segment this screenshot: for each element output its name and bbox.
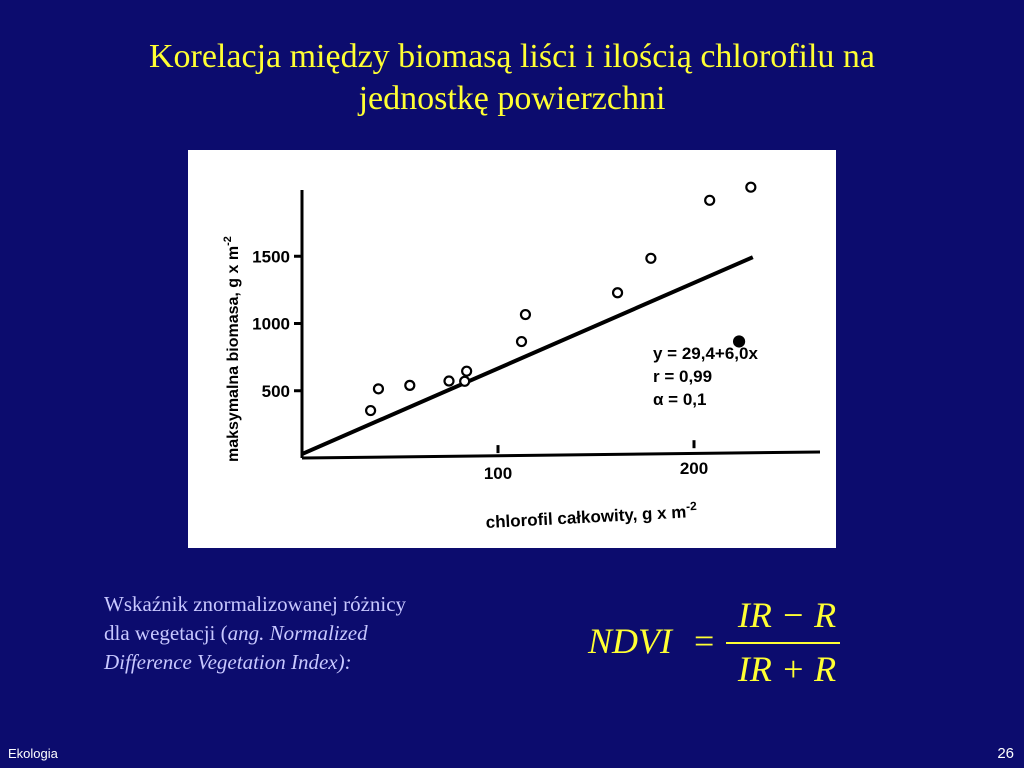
- ndvi-formula: [588, 592, 848, 692]
- x-tick-label-200: 200: [679, 459, 709, 479]
- formula-denominator: IR + R: [737, 649, 837, 689]
- data-point: [613, 288, 622, 297]
- data-point: [517, 337, 526, 346]
- x-axis-label-sup: -2: [685, 498, 698, 514]
- data-point: [705, 196, 714, 205]
- caption-line-2: [104, 619, 544, 648]
- data-point: [746, 183, 755, 192]
- x-axis: [302, 452, 820, 458]
- data-point: [462, 367, 471, 376]
- data-point: [366, 406, 375, 415]
- slide-title-line-2: jednostkę powierzchni: [358, 80, 666, 117]
- data-point: [405, 381, 414, 390]
- data-point: [445, 377, 454, 386]
- y-axis-label: [222, 236, 242, 462]
- chart-panel: [188, 150, 836, 548]
- formula-lhs: NDVI: [588, 621, 672, 661]
- ndvi-caption: [104, 590, 544, 677]
- caption-line-1: Wskaźnik znormalizowanej różnicy: [104, 592, 407, 616]
- x-axis-label-text: chlorofil całkowity, g x m: [485, 502, 687, 532]
- fraction-bar: [726, 642, 840, 644]
- caption-line-2-a: dla wegetacji (: [104, 621, 228, 645]
- x-ticks: [484, 440, 708, 483]
- slide-title: [60, 36, 964, 120]
- y-axis-label-text: maksymalna biomasa, g x m: [225, 245, 242, 462]
- footer-page-number: 26: [997, 745, 1014, 762]
- data-point: [646, 254, 655, 263]
- y-axis-label-sup: -2: [222, 236, 234, 246]
- slide-title-line-1: Korelacja między biomasą liści i ilością chlorofilu na: [148, 38, 876, 75]
- y-tick-label-500: 500: [261, 381, 290, 401]
- y-ticks: [252, 247, 302, 401]
- scatter-chart: [188, 150, 836, 548]
- caption-line-2-b: ang. Normalized: [227, 621, 368, 645]
- formula-equals: =: [694, 621, 715, 661]
- y-tick-label-1500: 1500: [252, 247, 290, 267]
- data-point: [460, 377, 469, 386]
- data-point: [374, 384, 383, 393]
- data-point: [521, 310, 530, 319]
- caption-line-3: Difference Vegetation Index):: [104, 650, 352, 674]
- annotation-r: r = 0,99: [653, 367, 713, 386]
- x-tick-label-100: 100: [483, 464, 513, 484]
- regression-stats: [653, 344, 758, 409]
- x-axis-label: [485, 499, 698, 532]
- annotation-equation: y = 29,4+6,0x: [653, 344, 758, 363]
- annotation-alpha: α = 0,1: [653, 390, 707, 409]
- formula-numerator: IR − R: [737, 595, 837, 635]
- y-tick-label-1000: 1000: [252, 314, 290, 334]
- footer-course: Ekologia: [8, 746, 58, 761]
